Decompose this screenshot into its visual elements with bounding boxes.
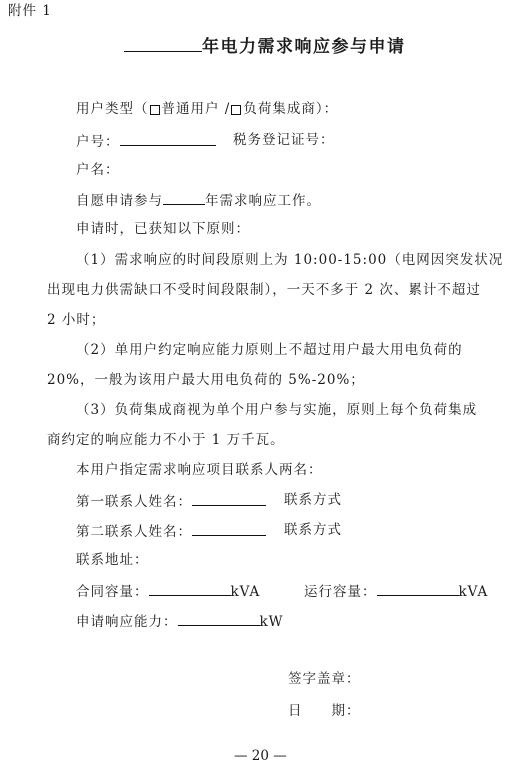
contract-unit: kVA: [230, 584, 261, 600]
account-row: [76, 131, 216, 151]
tax-id-label: 税务登记证号：: [233, 132, 335, 148]
response-capacity-field[interactable]: [178, 611, 260, 626]
contact2-label: 第二联系人姓名：: [76, 524, 192, 540]
user-type-row: [76, 100, 338, 118]
date-label: 日 期：: [288, 703, 361, 719]
name-label: 户名：: [76, 162, 120, 178]
principle-1-line-2: 出现电力供需缺口不受时间段限制），一天不多于 2 次、累计不超过: [47, 282, 481, 298]
page-number: — 20 —: [234, 748, 287, 764]
principle-3-line-2: 商约定的响应能力不小于 1 万千瓦。: [47, 432, 285, 448]
title-text: 年电力需求响应参与申请: [202, 37, 406, 57]
principle-3-line-1: （3）负荷集成商视为单个用户参与实施，原则上每个负荷集成: [76, 402, 478, 418]
user-type-label: 用户类型（: [76, 101, 149, 117]
contact1-name-field[interactable]: [192, 491, 266, 506]
year-blank[interactable]: [124, 35, 202, 52]
operating-capacity-label: 运行容量：: [304, 584, 377, 600]
voluntary-text-b: 年需求响应工作。: [205, 193, 321, 209]
voluntary-text-a: 自愿申请参与: [76, 193, 163, 209]
contact2-row: [76, 521, 266, 541]
contract-capacity-label: 合同容量：: [76, 584, 149, 600]
contact1-row: [76, 491, 266, 511]
contact1-method-label: 联系方式: [284, 492, 342, 508]
contact1-label: 第一联系人姓名：: [76, 494, 192, 510]
account-field[interactable]: [120, 131, 216, 146]
contract-capacity-row: [76, 581, 260, 601]
principles-intro: 申请时，已获知以下原则：: [76, 221, 250, 237]
contacts-intro: 本用户指定需求响应项目联系人两名：: [76, 462, 323, 478]
principle-1-line-1: （1）需求响应的时间段原则上为 10:00-15:00（电网因突发状况: [76, 252, 504, 268]
contract-capacity-field[interactable]: [149, 581, 231, 596]
response-unit: kW: [259, 614, 284, 630]
checkbox-icon[interactable]: [231, 105, 241, 115]
signature-label: 签字盖章：: [288, 671, 361, 687]
page-title: [124, 32, 406, 57]
option-ordinary-user: 普通用户 /: [161, 101, 231, 117]
contact2-name-field[interactable]: [192, 521, 266, 536]
principle-2-line-1: （2）单用户约定响应能力原则上不超过用户最大用电负荷的: [76, 342, 463, 358]
account-label: 户号：: [76, 134, 120, 150]
voluntary-row: [76, 190, 321, 210]
checkbox-icon[interactable]: [150, 105, 160, 115]
contact2-method-label: 联系方式: [284, 522, 342, 538]
attachment-label: 附件 1: [8, 3, 52, 19]
operating-capacity-field[interactable]: [377, 581, 459, 596]
option-load-integrator: 负荷集成商）：: [243, 101, 339, 117]
operating-unit: kVA: [458, 584, 489, 600]
principle-2-line-2: 20%，一般为该用户最大用电负荷的 5%-20%；: [47, 372, 365, 388]
principle-1-line-3: 2 小时；: [47, 312, 106, 328]
response-capacity-row: [76, 611, 284, 631]
operating-capacity-row: [304, 581, 488, 601]
address-label: 联系地址：: [76, 552, 149, 568]
response-capacity-label: 申请响应能力：: [76, 614, 178, 630]
year-field[interactable]: [163, 190, 205, 205]
